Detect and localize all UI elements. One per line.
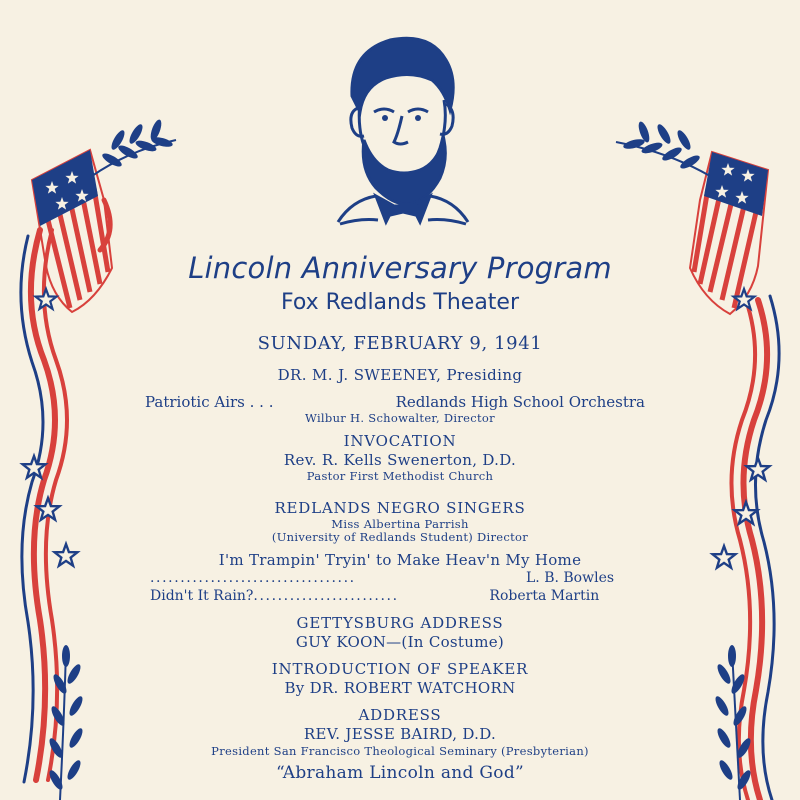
orchestra-director: Wilbur H. Schowalter, Director <box>305 411 495 425</box>
orchestra-name: Redlands High School Orchestra <box>395 393 645 411</box>
patriotic-airs-row <box>145 395 645 410</box>
presiding-officer: DR. M. J. SWEENEY, Presiding <box>277 366 523 384</box>
left-ribbon <box>21 200 110 782</box>
patriotic-airs-label: Patriotic Airs . . . <box>145 393 274 411</box>
song-1-credit <box>150 571 636 585</box>
laurel-branch-icon <box>713 645 753 800</box>
invocation-role: Pastor First Methodist Church <box>306 469 494 483</box>
address-title: “Abraham Lincoln and God” <box>275 763 524 783</box>
address-speaker: REV. JESSE BAIRD, D.D. <box>303 725 497 743</box>
intro-heading: INTRODUCTION OF SPEAKER <box>271 660 529 678</box>
gettysburg-heading: GETTYSBURG ADDRESS <box>296 614 504 632</box>
song-1-leader-dots: .................................. <box>150 571 356 585</box>
page-title: Lincoln Anniversary Program <box>188 251 612 285</box>
song-2-leader-dots: ........................ <box>253 589 399 603</box>
invocation-heading: INVOCATION <box>343 432 457 450</box>
flag-shield-icon <box>32 150 112 312</box>
intro-by: By DR. ROBERT WATCHORN <box>284 679 516 697</box>
song-2-author: Roberta Martin <box>489 589 600 603</box>
event-date: SUNDAY, FEBRUARY 9, 1941 <box>257 333 543 354</box>
address-speaker-role: President San Francisco Theological Seminary (Presbyterian) <box>211 744 589 758</box>
singers-director: (University of Redlands Student) Director <box>271 530 529 544</box>
song-1-author: L. B. Bowles <box>526 571 615 585</box>
song-1-title: I'm Trampin' Tryin' to Make Heav'n My Home <box>218 551 582 569</box>
right-ribbon <box>731 296 779 800</box>
program-text <box>120 0 680 800</box>
address-heading: ADDRESS <box>358 706 442 724</box>
singers-heading: REDLANDS NEGRO SINGERS <box>274 499 526 517</box>
song-2-row <box>150 589 636 603</box>
laurel-branch-icon <box>47 645 85 800</box>
flag-shield-icon <box>690 152 768 314</box>
singers-leader: Miss Albertina Parrish <box>331 517 469 531</box>
gettysburg-performer: GUY KOON—(In Costume) <box>295 633 505 651</box>
invocation-name: Rev. R. Kells Swenerton, D.D. <box>283 451 517 469</box>
theater-name: Fox Redlands Theater <box>280 290 520 315</box>
song-2-title: Didn't It Rain? <box>150 589 254 603</box>
